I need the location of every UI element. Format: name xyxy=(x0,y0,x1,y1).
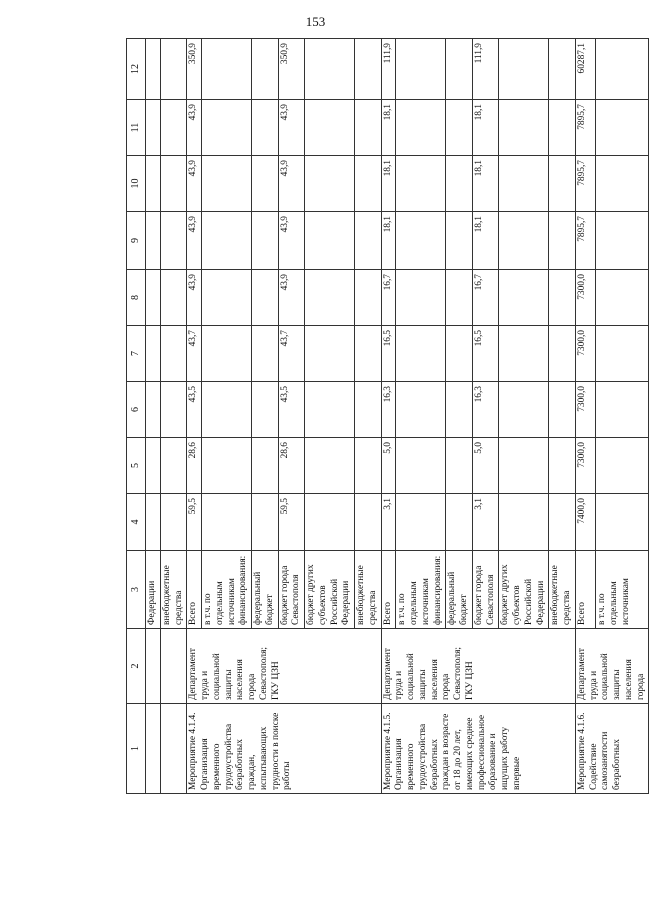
value-cell: 18,1 xyxy=(472,100,499,156)
empty-cell xyxy=(160,704,187,794)
value-cell xyxy=(355,326,382,382)
value-cell xyxy=(549,494,576,551)
table-row xyxy=(160,39,187,794)
value-cell xyxy=(202,156,252,212)
header-cell: 2 xyxy=(127,629,146,704)
header-cell: 5 xyxy=(127,438,146,494)
value-cell xyxy=(549,270,576,326)
value-cell: 16,3 xyxy=(381,382,396,438)
header-cell: 6 xyxy=(127,382,146,438)
value-cell xyxy=(305,156,355,212)
value-cell: 7300,0 xyxy=(575,326,595,382)
value-cell xyxy=(499,438,549,494)
value-cell: 18,1 xyxy=(381,212,396,270)
value-cell: 111,9 xyxy=(381,39,396,100)
value-cell: 7300,0 xyxy=(575,382,595,438)
value-cell xyxy=(305,270,355,326)
source-label: внебюджетные средства xyxy=(549,551,576,629)
source-label: бюджет других субъектов Российской Федерации xyxy=(499,551,549,629)
value-cell xyxy=(549,100,576,156)
value-cell xyxy=(396,156,446,212)
measure-executor: Департамент труда и социальной защиты населения города Севастополя; ГКУ ЦЗН xyxy=(381,629,575,704)
value-cell xyxy=(396,438,446,494)
value-cell: 43,9 xyxy=(187,156,202,212)
value-cell xyxy=(355,100,382,156)
source-label: федеральный бюджет xyxy=(252,551,279,629)
value-cell xyxy=(596,212,649,270)
source-label: Всего xyxy=(575,551,595,629)
value-cell xyxy=(252,39,279,100)
source-label: бюджет города Севастополя xyxy=(278,551,305,629)
value-cell xyxy=(549,326,576,382)
value-cell: 5,0 xyxy=(472,438,499,494)
source-label: в т.ч. по отдельным источникам xyxy=(596,551,649,629)
source-label: внебюджетные средства xyxy=(160,551,187,629)
value-cell xyxy=(160,438,187,494)
value-cell: 18,1 xyxy=(472,212,499,270)
value-cell: 43,7 xyxy=(278,326,305,382)
value-cell xyxy=(596,438,649,494)
value-cell: 16,5 xyxy=(381,326,396,382)
empty-cell xyxy=(146,704,161,794)
header-cell: 7 xyxy=(127,326,146,382)
header-cell: 4 xyxy=(127,494,146,551)
value-cell xyxy=(499,156,549,212)
value-cell: 7300,0 xyxy=(575,438,595,494)
header-cell: 8 xyxy=(127,270,146,326)
value-cell xyxy=(305,438,355,494)
source-label: федеральный бюджет xyxy=(446,551,473,629)
value-cell xyxy=(396,382,446,438)
value-cell xyxy=(202,100,252,156)
value-cell xyxy=(146,382,161,438)
header-cell: 3 xyxy=(127,551,146,629)
value-cell xyxy=(202,39,252,100)
table-row xyxy=(575,39,595,794)
value-cell xyxy=(355,39,382,100)
header-cell: 11 xyxy=(127,100,146,156)
value-cell: 43,7 xyxy=(187,326,202,382)
value-cell xyxy=(446,39,473,100)
header-cell: 12 xyxy=(127,39,146,100)
value-cell xyxy=(252,326,279,382)
value-cell xyxy=(596,39,649,100)
header-row-container xyxy=(127,39,146,794)
value-cell: 28,6 xyxy=(278,438,305,494)
value-cell: 43,9 xyxy=(187,100,202,156)
value-cell xyxy=(305,212,355,270)
value-cell xyxy=(355,382,382,438)
value-cell xyxy=(202,270,252,326)
source-label: внебюджетные средства xyxy=(355,551,382,629)
value-cell xyxy=(446,212,473,270)
value-cell: 7400,0 xyxy=(575,494,595,551)
value-cell: 5,0 xyxy=(381,438,396,494)
value-cell xyxy=(396,100,446,156)
value-cell xyxy=(146,326,161,382)
table-row xyxy=(187,39,202,794)
value-cell xyxy=(146,39,161,100)
value-cell xyxy=(396,326,446,382)
value-cell xyxy=(252,270,279,326)
value-cell: 18,1 xyxy=(381,100,396,156)
value-cell xyxy=(202,494,252,551)
value-cell xyxy=(146,156,161,212)
value-cell: 16,7 xyxy=(381,270,396,326)
value-cell: 18,1 xyxy=(472,156,499,212)
value-cell xyxy=(446,438,473,494)
value-cell xyxy=(396,39,446,100)
header-cell: 1 xyxy=(127,704,146,794)
value-cell: 43,9 xyxy=(187,212,202,270)
value-cell xyxy=(355,156,382,212)
header-cell: 10 xyxy=(127,156,146,212)
value-cell xyxy=(202,326,252,382)
value-cell xyxy=(305,494,355,551)
value-cell xyxy=(549,438,576,494)
value-cell xyxy=(499,270,549,326)
value-cell xyxy=(252,438,279,494)
value-cell xyxy=(596,270,649,326)
value-cell xyxy=(396,270,446,326)
empty-cell xyxy=(146,629,161,704)
value-cell xyxy=(252,212,279,270)
value-cell xyxy=(146,438,161,494)
value-cell: 43,9 xyxy=(187,270,202,326)
value-cell: 350,9 xyxy=(187,39,202,100)
value-cell: 59,5 xyxy=(187,494,202,551)
financing-table xyxy=(126,38,649,794)
value-cell xyxy=(446,156,473,212)
value-cell xyxy=(446,100,473,156)
table-row xyxy=(146,39,161,794)
value-cell: 7300,0 xyxy=(575,270,595,326)
value-cell xyxy=(499,212,549,270)
value-cell: 7895,7 xyxy=(575,212,595,270)
value-cell xyxy=(355,270,382,326)
value-cell xyxy=(305,100,355,156)
value-cell xyxy=(446,382,473,438)
value-cell xyxy=(252,156,279,212)
value-cell xyxy=(396,494,446,551)
source-label: Всего xyxy=(187,551,202,629)
value-cell xyxy=(146,494,161,551)
source-label: бюджет других субъектов Российской Федерации xyxy=(305,551,355,629)
value-cell xyxy=(499,382,549,438)
value-cell xyxy=(549,39,576,100)
value-cell xyxy=(160,270,187,326)
value-cell xyxy=(499,494,549,551)
header-row xyxy=(127,39,146,794)
value-cell: 43,9 xyxy=(278,212,305,270)
value-cell xyxy=(202,212,252,270)
source-label: в т.ч. по отдельным источникам финансирования: xyxy=(396,551,446,629)
value-cell xyxy=(146,100,161,156)
value-cell: 59,5 xyxy=(278,494,305,551)
source-label: бюджет города Севастополя xyxy=(472,551,499,629)
value-cell: 18,1 xyxy=(381,156,396,212)
value-cell: 43,9 xyxy=(278,270,305,326)
value-cell xyxy=(446,326,473,382)
value-cell xyxy=(160,156,187,212)
value-cell xyxy=(146,212,161,270)
value-cell xyxy=(446,270,473,326)
measure-name: Мероприятие 4.1.5. Организация временного трудоустройства безработных граждан в возрасте от 18 до 20 лет, имеющих среднее профессиональное образование и ищущих работу впервые xyxy=(381,704,575,794)
value-cell: 3,1 xyxy=(381,494,396,551)
rotated-table-container xyxy=(126,39,646,794)
value-cell xyxy=(499,326,549,382)
value-cell xyxy=(499,100,549,156)
measure-executor: Департамент труда и социальной защиты населения города Севастополя; ГКУ ЦЗН xyxy=(187,629,381,704)
value-cell xyxy=(596,382,649,438)
header-cell: 9 xyxy=(127,212,146,270)
value-cell xyxy=(596,156,649,212)
measure-executor: Департамент труда и социальной защиты населения города xyxy=(575,629,649,704)
value-cell xyxy=(160,326,187,382)
value-cell: 16,3 xyxy=(472,382,499,438)
page-number: 153 xyxy=(305,14,326,29)
value-cell: 350,9 xyxy=(278,39,305,100)
value-cell: 43,5 xyxy=(278,382,305,438)
value-cell xyxy=(549,212,576,270)
value-cell xyxy=(305,326,355,382)
value-cell xyxy=(252,382,279,438)
value-cell: 43,5 xyxy=(187,382,202,438)
value-cell xyxy=(499,39,549,100)
value-cell xyxy=(355,212,382,270)
value-cell xyxy=(252,494,279,551)
value-cell: 16,7 xyxy=(472,270,499,326)
value-cell: 60287,1 xyxy=(575,39,595,100)
value-cell xyxy=(355,494,382,551)
value-cell xyxy=(160,382,187,438)
value-cell xyxy=(305,39,355,100)
value-cell xyxy=(160,100,187,156)
value-cell xyxy=(146,270,161,326)
value-cell xyxy=(596,100,649,156)
measure-name: Мероприятие 4.1.6. Содействие самозанятости безработных xyxy=(575,704,649,794)
value-cell xyxy=(549,382,576,438)
value-cell xyxy=(202,438,252,494)
empty-cell xyxy=(160,629,187,704)
source-label: в т.ч. по отдельным источникам финансирования: xyxy=(202,551,252,629)
value-cell xyxy=(596,326,649,382)
value-cell xyxy=(596,494,649,551)
value-cell xyxy=(355,438,382,494)
value-cell xyxy=(396,212,446,270)
table-body xyxy=(146,39,649,794)
measure-name: Мероприятие 4.1.4. Организация временного трудоустройства безработных граждан, испытывающих трудности в поиске работы xyxy=(187,704,381,794)
value-cell: 43,9 xyxy=(278,156,305,212)
value-cell xyxy=(446,494,473,551)
value-cell: 111,9 xyxy=(472,39,499,100)
value-cell: 7895,7 xyxy=(575,156,595,212)
value-cell: 43,9 xyxy=(278,100,305,156)
source-label: Всего xyxy=(381,551,396,629)
value-cell: 16,5 xyxy=(472,326,499,382)
value-cell xyxy=(160,494,187,551)
value-cell xyxy=(160,39,187,100)
value-cell xyxy=(252,100,279,156)
table-row xyxy=(381,39,396,794)
source-label: Федерации xyxy=(146,551,161,629)
value-cell xyxy=(160,212,187,270)
value-cell xyxy=(305,382,355,438)
value-cell: 3,1 xyxy=(472,494,499,551)
value-cell: 28,6 xyxy=(187,438,202,494)
value-cell: 7895,7 xyxy=(575,100,595,156)
value-cell xyxy=(202,382,252,438)
value-cell xyxy=(549,156,576,212)
